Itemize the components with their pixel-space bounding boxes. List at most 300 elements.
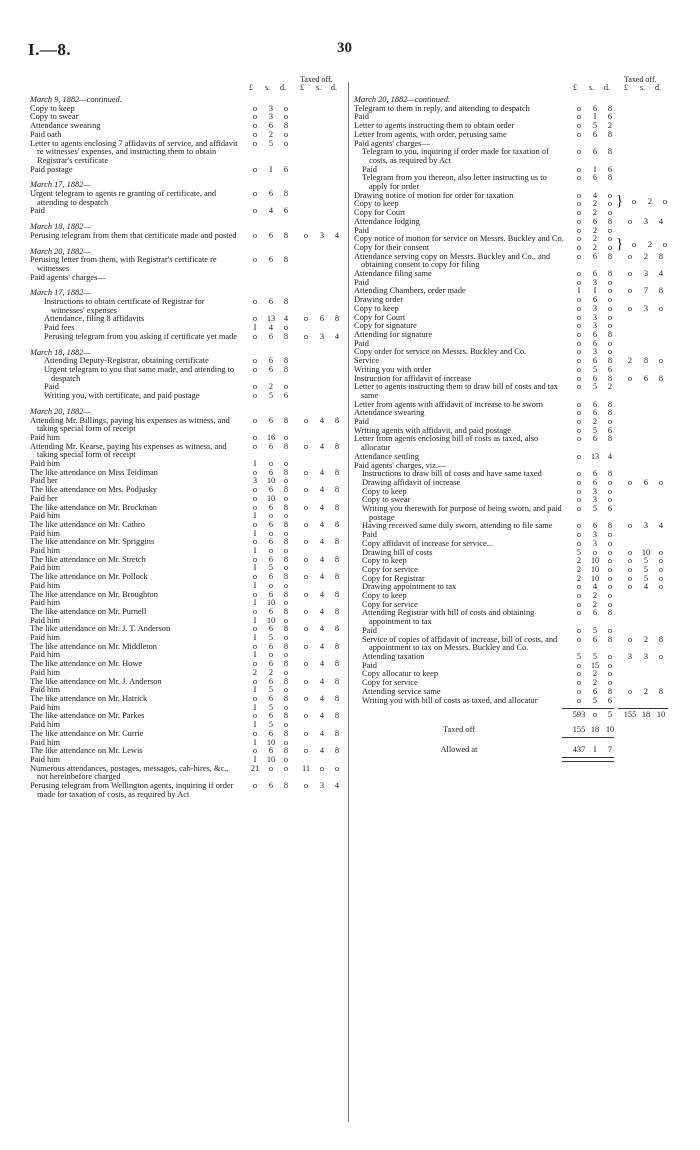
amount-pounds: o (576, 686, 582, 696)
amount-pounds: I (253, 598, 257, 608)
ledger-entry (30, 417, 350, 434)
ledger-entry (30, 207, 350, 216)
amount-pence: o (283, 702, 289, 712)
entry-description: Attending Mr. Kearse, paying his expenses as witness, and taking special form of receipt (30, 441, 227, 460)
amount-shillings: 6 (592, 408, 598, 418)
amount-shillings: 6 (592, 251, 598, 261)
amount-shillings: 2 (268, 129, 274, 139)
amount-shillings: 6 (592, 295, 598, 305)
ledger-entry (354, 348, 674, 357)
amount-pence: 8 (283, 356, 289, 366)
taxed-off-shillings: 6 (643, 373, 649, 383)
amount-shillings: 2 (592, 242, 598, 252)
ledger-entry (30, 486, 350, 495)
amount-pounds: o (576, 477, 582, 487)
amount-pounds: o (576, 347, 582, 357)
amount-pounds: 2 (576, 573, 582, 583)
entry-description: Urgent telegram to agents re granting of certificate, and attending to despatch (30, 189, 217, 207)
entry-description: March 20, 1882— (30, 406, 91, 416)
entry-description: Copy to keep (362, 591, 407, 601)
pence-taxed-header: d. (655, 83, 661, 92)
amount-pounds: o (576, 129, 582, 139)
entry-description: Copy for service (362, 564, 418, 574)
amount-shillings: 10 (266, 737, 276, 747)
entry-description: March 9, 1882—continued. (30, 95, 122, 104)
amount-shillings: 6 (268, 676, 274, 686)
ledger-entry (354, 218, 674, 227)
entry-description: Paid (362, 660, 377, 670)
amount-pence: o (283, 528, 289, 538)
amount-shillings: 4 (592, 190, 598, 200)
taxed-off-pounds: o (627, 251, 633, 261)
ledger-entry (30, 712, 350, 721)
amount-pence: 2 (607, 121, 613, 131)
amount-shillings: 5 (268, 633, 274, 643)
amount-shillings: 3 (592, 321, 598, 331)
taxed-off-pounds: o (627, 564, 633, 574)
amount-pence: 8 (283, 485, 289, 495)
entry-description: Telegram to you, inquiring if order made for taxation of costs, as required by Act (362, 147, 549, 165)
amount-pence: 8 (607, 329, 613, 339)
amount-pence: 8 (283, 297, 289, 307)
amount-pounds: o (576, 269, 582, 279)
amount-pounds: o (252, 331, 258, 341)
taxed-off-pence: 8 (334, 537, 340, 547)
amount-pounds: o (252, 356, 258, 366)
entry-description: Copy for Court (354, 208, 406, 218)
entry-description: Attendance settling (354, 451, 419, 461)
amount-shillings: 6 (592, 521, 598, 531)
amount-shillings: 6 (592, 269, 598, 279)
taxed-off-total-amount-pence: 10 (605, 724, 615, 734)
amount-shillings: 6 (268, 502, 274, 512)
taxed-off-pounds: o (303, 314, 309, 324)
sum-taxed-shillings: 18 (641, 710, 651, 720)
entry-description: Writing agents with affidavit, and paid postage (354, 425, 511, 435)
entry-description: Paid him (30, 432, 61, 442)
amount-pounds: 2 (252, 667, 258, 677)
sum-row (354, 711, 674, 720)
amount-pence: o (283, 650, 289, 660)
amount-pounds: o (252, 641, 258, 651)
taxed-off-pence: 8 (334, 467, 340, 477)
amount-pence: 8 (283, 711, 289, 721)
amount-pounds: I (253, 702, 257, 712)
amount-pounds: o (576, 364, 582, 374)
amount-pounds: o (252, 676, 258, 686)
amount-pounds: o (576, 216, 582, 226)
amount-shillings: 3 (592, 277, 598, 287)
amount-pence: 8 (607, 434, 613, 444)
amount-pence: 8 (283, 230, 289, 240)
entry-description: Writing you, with certificate, and paid postage (44, 391, 200, 401)
amount-pence: o (283, 563, 289, 573)
left-column (30, 74, 350, 799)
amount-pounds: o (576, 329, 582, 339)
amount-shillings: 2 (268, 382, 274, 392)
entry-description: Paid agents' charges— (30, 272, 106, 282)
taxed-off-pence: 8 (658, 251, 664, 261)
amount-pounds: o (576, 434, 582, 444)
entry-description: Paid him (30, 598, 61, 608)
taxed-off-pence: 8 (658, 686, 664, 696)
amount-shillings: 10 (266, 493, 276, 503)
ledger-entry (30, 315, 350, 324)
amount-shillings: o (268, 763, 274, 773)
entry-description: Paid him (30, 720, 61, 730)
running-head: I.—8. (28, 40, 72, 59)
amount-pence: 8 (283, 415, 289, 425)
amount-pounds: o (576, 486, 582, 496)
entry-description: Telegram to them in reply, and attending to despatch (354, 103, 530, 113)
ledger-entry (30, 625, 350, 634)
taxed-off-pence: 8 (334, 746, 340, 756)
taxed-off-pence: o (658, 564, 664, 574)
entry-description: Attendance lodging (354, 216, 420, 226)
amount-pence: 8 (607, 608, 613, 618)
taxed-off-pounds: o (303, 230, 309, 240)
amount-pounds: o (252, 781, 258, 791)
taxed-off-pounds: o (627, 556, 633, 566)
amount-pounds: o (576, 591, 582, 601)
amount-shillings: 6 (268, 485, 274, 495)
amount-shillings: 6 (592, 147, 598, 157)
entry-description: The like attendance on Mr. Middleton (30, 641, 157, 651)
amount-pounds: o (252, 364, 258, 374)
ledger-entry (354, 522, 674, 531)
amount-pounds: o (576, 495, 582, 505)
entry-description: Paid him (30, 702, 61, 712)
amount-shillings: 6 (592, 608, 598, 618)
entry-description: Attendance, filing 8 affidavits (44, 314, 145, 324)
entry-description: Attending Registrar with bill of costs and obtaining appointment to tax (362, 608, 535, 627)
amount-pence: o (607, 599, 613, 609)
amount-pounds: o (252, 606, 258, 616)
amount-pounds: o (252, 711, 258, 721)
amount-pounds: o (252, 485, 258, 495)
amount-pence: 8 (283, 694, 289, 703)
entry-description: Paid (362, 625, 377, 635)
taxed-off-pounds: o (627, 634, 633, 644)
amount-shillings: 5 (268, 138, 274, 148)
ledger-entry (30, 573, 350, 582)
entry-description: Copy to keep (354, 303, 399, 313)
ledger-entry (30, 643, 350, 652)
taxed-off-pence: 4 (334, 331, 340, 341)
amount-shillings: 10 (590, 573, 600, 583)
amount-shillings: 6 (268, 711, 274, 721)
entry-description: The like attendance on Mr. Parkes (30, 711, 145, 721)
amount-pounds: o (576, 103, 582, 113)
amount-pence: 8 (607, 147, 613, 157)
amount-shillings: o (268, 580, 274, 590)
amount-shillings: 2 (592, 199, 598, 209)
amount-pounds: o (576, 147, 582, 157)
entry-description: The like attendance on Mr. Howe (30, 659, 143, 669)
amount-pence: 4 (283, 314, 289, 324)
amount-pounds: o (576, 451, 582, 461)
entry-description: Perusing letter from them, with Registrar's certificate re witnesses (30, 255, 217, 273)
amount-pence: o (607, 652, 613, 661)
entry-description: Service of copies of affidavit of increase, bill of costs, and appointment to tax on Messrs. Buckley and Co. (362, 634, 558, 653)
entry-description: Paid fees (44, 323, 75, 333)
entry-description: Drawing appointment to tax (362, 582, 457, 592)
amount-pounds: o (576, 382, 582, 392)
entry-description: Attending Chambers, order made (354, 286, 466, 296)
amount-shillings: 3 (592, 486, 598, 496)
amount-pounds: o (576, 599, 582, 609)
taxed-off-pounds: o (627, 573, 633, 583)
amount-shillings: 10 (266, 754, 276, 764)
amount-pence: 6 (607, 164, 613, 174)
amount-pence: 6 (607, 425, 613, 435)
amount-pounds: o (576, 190, 582, 200)
amount-shillings: 3 (592, 530, 598, 540)
amount-pounds: o (576, 608, 582, 618)
amount-pounds: o (576, 225, 582, 235)
taxed-off-pence: 4 (334, 230, 340, 240)
amount-shillings: 10 (266, 615, 276, 625)
entry-description: Paid (354, 338, 369, 348)
amount-pence: o (283, 685, 289, 695)
amount-shillings: 2 (592, 678, 598, 688)
taxed-off-shillings: 4 (319, 572, 325, 582)
entry-description: The like attendance on Mr. Currie (30, 728, 144, 738)
amount-pounds: o (252, 728, 258, 738)
entry-description: Paid him (30, 650, 61, 660)
ledger-entry (30, 538, 350, 547)
ledger-entry (30, 730, 350, 739)
amount-pence: 8 (607, 399, 613, 409)
entry-description: Paid him (30, 615, 61, 625)
amount-pence: o (607, 625, 613, 635)
pence-header: d. (280, 83, 286, 92)
entry-description: Writing you therewith for purpose of being sworn, and paid postage (362, 504, 562, 522)
amount-pounds: o (576, 373, 582, 383)
amount-pounds: o (252, 103, 258, 113)
amount-pounds: o (576, 521, 582, 531)
amount-pounds: o (576, 303, 582, 313)
amount-pence: 8 (607, 216, 613, 226)
amount-pence: o (283, 103, 289, 113)
amount-pounds: o (576, 208, 582, 218)
ledger-entry (354, 435, 674, 452)
ledger-entry (30, 591, 350, 600)
taxed-off-shillings: 3 (643, 652, 649, 661)
ledger-entry (354, 383, 674, 400)
taxed-off-shillings: 3 (643, 216, 649, 226)
entry-description: Copy for Court (354, 312, 406, 322)
amount-pounds: 5 (576, 547, 582, 557)
amount-pence: o (283, 459, 289, 469)
entry-description: Letter to agents instructing them to draw bill of costs and tax same (354, 382, 558, 400)
taxed-off-shillings: 5 (643, 564, 649, 574)
amount-pounds: o (576, 199, 582, 209)
ledger-entry (354, 653, 674, 662)
ledger-entry (354, 148, 674, 165)
entry-description: Numerous attendances, postages, messages, cab-hires, &c., not hereinbefore charged (30, 763, 229, 782)
pound-header: £ (249, 83, 253, 92)
shilling-taxed-header: s. (640, 83, 646, 92)
taxed-off-pence: 8 (658, 286, 664, 296)
amount-pounds: o (576, 504, 582, 514)
taxed-off-pence: 8 (334, 415, 340, 425)
taxed-off-pounds: o (627, 286, 633, 296)
amount-shillings: 5 (268, 391, 274, 401)
right-column (354, 74, 674, 760)
amount-pence: 8 (283, 606, 289, 616)
taxed-off-shillings: 4 (319, 485, 325, 495)
amount-shillings: 6 (268, 297, 274, 307)
brace-glyph: } (616, 236, 624, 253)
entry-description: Paid (354, 277, 369, 287)
taxed-off-pounds: o (631, 240, 637, 250)
taxed-off-header: Taxed off. (300, 75, 333, 84)
taxed-off-pounds: o (303, 676, 309, 686)
amount-pence: o (283, 667, 289, 677)
amount-pounds: o (252, 624, 258, 634)
taxed-off-shillings: 2 (647, 196, 653, 206)
amount-shillings: 5 (268, 720, 274, 730)
amount-pence: 8 (283, 659, 289, 669)
taxed-off-pounds: 11 (301, 763, 311, 773)
entry-description: Paid (354, 225, 369, 235)
amount-shillings: 5 (592, 625, 598, 635)
amount-pence: o (607, 547, 613, 557)
taxed-off-pounds: o (627, 582, 633, 592)
entry-description: Paid him (30, 511, 61, 521)
sum-label (354, 711, 564, 720)
taxed-off-pounds: o (303, 781, 309, 791)
amount-pounds: 5 (576, 652, 582, 661)
entry-description: Copy to keep (362, 486, 407, 496)
amount-pounds: o (576, 295, 582, 305)
taxed-off-pounds: o (627, 477, 633, 487)
allowed-total-label: Allowed at (440, 744, 478, 754)
taxed-off-pence: 8 (334, 502, 340, 512)
taxed-off-pence: 8 (334, 485, 340, 495)
taxed-off-pounds: o (303, 502, 309, 512)
amount-pounds: 2 (576, 564, 582, 574)
taxed-off-pence: 4 (334, 781, 340, 791)
sum-taxed-pounds: 155 (623, 710, 637, 720)
amount-pence: o (607, 225, 613, 235)
taxed-off-pence: o (658, 303, 664, 313)
taxed-off-pence: o (658, 652, 664, 661)
amount-shillings: 5 (268, 702, 274, 712)
amount-shillings: 6 (268, 641, 274, 651)
shilling-taxed-header: s. (316, 83, 322, 92)
amount-pounds: o (576, 173, 582, 183)
ledger-entry (354, 253, 674, 270)
taxed-off-shillings: 7 (643, 286, 649, 296)
amount-pence: 8 (283, 554, 289, 564)
amount-pence: 8 (283, 676, 289, 686)
amount-shillings: I (593, 164, 597, 174)
amount-pounds: I (253, 580, 257, 590)
amount-shillings: 6 (268, 121, 274, 131)
amount-pounds: o (576, 625, 582, 635)
entry-description: Paid (44, 382, 59, 392)
entry-description: Writing you with order (354, 364, 432, 374)
ledger-entry (30, 782, 350, 799)
taxed-off-shillings: 4 (319, 441, 325, 451)
taxed-off-pounds: o (627, 521, 633, 531)
totals-block (354, 705, 674, 760)
amount-pence: o (283, 129, 289, 139)
sum-amount-shillings: o (592, 710, 598, 720)
taxed-off-pence: 8 (334, 589, 340, 599)
amount-pence: 8 (607, 129, 613, 139)
amount-shillings: o (268, 459, 274, 469)
amount-shillings: 15 (590, 660, 600, 670)
entry-description: Attendance filing same (354, 269, 432, 279)
taxed-off-shillings: 3 (643, 521, 649, 531)
amount-pence: 8 (283, 572, 289, 582)
amount-shillings: o (592, 547, 598, 557)
amount-pounds: o (252, 493, 258, 503)
amount-pounds: I (253, 459, 257, 469)
taxed-off-pounds: o (303, 519, 309, 529)
amount-shillings: 6 (592, 356, 598, 366)
amount-pence: o (607, 556, 613, 566)
entry-description: Paid agents' charges— (354, 138, 430, 148)
amount-shillings: 2 (592, 417, 598, 427)
entry-description: Paid him (30, 580, 61, 590)
amount-shillings: o (268, 528, 274, 538)
amount-pounds: o (576, 669, 582, 679)
amount-shillings: 6 (592, 338, 598, 348)
ledger-entry (30, 678, 350, 687)
entry-description: The like attendance on Mr. Broughton (30, 589, 158, 599)
amount-pounds: o (252, 502, 258, 512)
entry-description: The like attendance on Mr. J. Anderson (30, 676, 162, 686)
amount-shillings: 6 (268, 781, 274, 791)
taxed-off-pounds: o (303, 467, 309, 477)
amount-pence: 8 (283, 589, 289, 599)
amount-pounds: I (253, 720, 257, 730)
ledger-entry (30, 765, 350, 782)
taxed-off-pence: o (658, 556, 664, 566)
amount-shillings: 6 (268, 659, 274, 669)
sum-rule (354, 705, 674, 709)
amount-pence: o (283, 511, 289, 521)
taxed-off-pounds: o (303, 711, 309, 721)
left-column-header (30, 74, 350, 96)
amount-pence: o (283, 737, 289, 747)
amount-pence: 8 (283, 467, 289, 477)
amount-shillings: 3 (268, 112, 274, 122)
amount-pence: 8 (283, 641, 289, 651)
amount-shillings: I (593, 112, 597, 122)
taxed-off-pence: o (658, 582, 664, 592)
amount-shillings: 6 (268, 331, 274, 341)
amount-pounds: I (577, 286, 581, 296)
amount-shillings: 6 (268, 606, 274, 616)
amount-pounds: o (252, 554, 258, 564)
amount-pence: 8 (283, 728, 289, 738)
amount-pounds: o (576, 538, 582, 548)
amount-shillings: 10 (266, 598, 276, 608)
amount-pounds: I (253, 528, 257, 538)
entry-description: The like attendance on Mr. Hatrick (30, 694, 148, 703)
amount-shillings: 6 (268, 537, 274, 547)
pound-taxed-header: £ (624, 83, 628, 92)
taxed-off-pence: o (662, 240, 668, 250)
entry-description: Paid postage (30, 164, 73, 174)
ledger-entry (30, 366, 350, 383)
taxed-off-pence: 8 (334, 606, 340, 616)
